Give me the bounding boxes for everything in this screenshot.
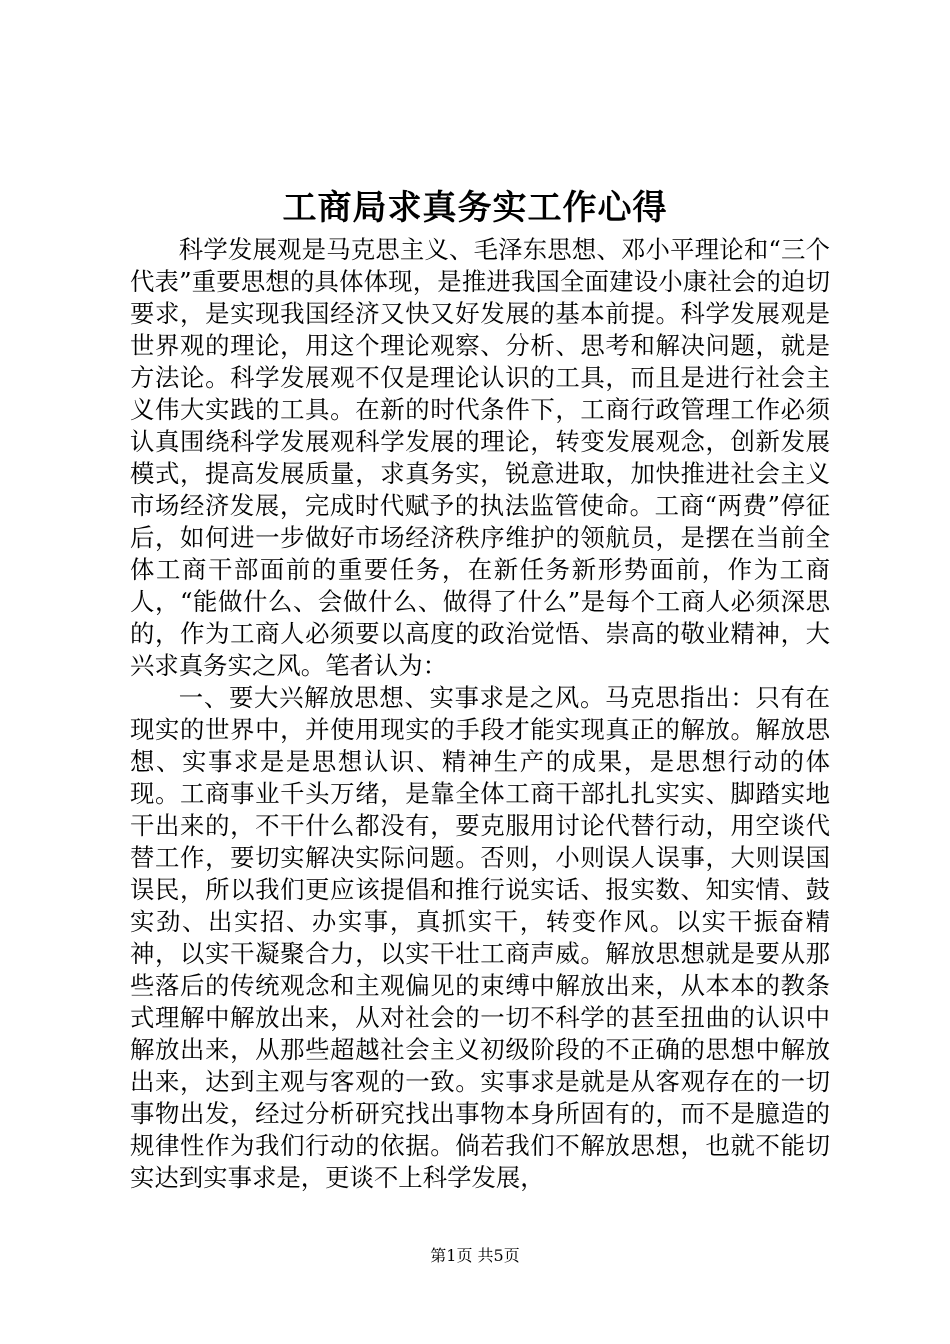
document-body bbox=[130, 234, 830, 1194]
document-title: 工商局求真务实工作心得 bbox=[282, 188, 668, 228]
paragraph-intro: 科学发展观是马克思主义、毛泽东思想、邓小平理论和“三个代表”重要思想的具体体现，是推进我国全面建设小康社会的迫切要求，是实现我国经济又快又好发展的基本前提。科学发展观是世界观的理论，用这个理论观察、分析、思考和解决问题，就是方法论。科学发展观不仅是理论认识的工具，而且是进行社会主义伟大实践的工具。在新的时代条件下，工商行政管理工作必须认真围绕科学发展观科学发展的理论，转变发展观念，创新发展模式，提高发展质量，求真务实，锐意进取，加快推进社会主义市场经济发展，完成时代赋予的执法监管使命。工商“两费”停征后，如何进一步做好市场经济秩序维护的领航员，是摆在当前全体工商干部面前的重要任务，在新任务新形势面前，作为工商人，“能做什么、会做什么、做得了什么”是每个工商人必须深思的，作为工商人必须要以高度的政治觉悟、崇高的敬业精神，大兴求真务实之风。笔者认为： bbox=[130, 235, 830, 680]
page-number-footer: 第1页 共5页 bbox=[430, 1246, 520, 1265]
paragraph-point-one: 一、要大兴解放思想、实事求是之风。马克思指出：只有在现实的世界中，并使用现实的手段才能实现真正的解放。解放思想、实事求是是思想认识、精神生产的成果，是思想行动的体现。工商事业千头万绪，是靠全体工商干部扎扎实实、脚踏实地干出来的，不干什么都没有，要克服用讨论代替行动，用空谈代替工作，要切实解决实际问题。否则，小则误人误事，大则误国误民，所以我们更应该提倡和推行说实话、报实数、知实情、鼓实劲、出实招、办实事，真抓实干，转变作风。以实干振奋精神，以实干凝聚合力，以实干壮工商声威。解放思想就是要从那些落后的传统观念和主观偏见的束缚中解放出来，从本本的教条式理解中解放出来，从对社会的一切不科学的甚至扭曲的认识中解放出来，从那些超越社会主义初级阶段的不正确的思想中解放出来，达到主观与客观的一致。实事求是就是从客观存在的一切事物出发，经过分析研究找出事物本身所固有的，而不是臆造的规律性作为我们行动的依据。倘若我们不解放思想，也就不能切实达到实事求是，更谈不上科学发展， bbox=[130, 683, 830, 1192]
